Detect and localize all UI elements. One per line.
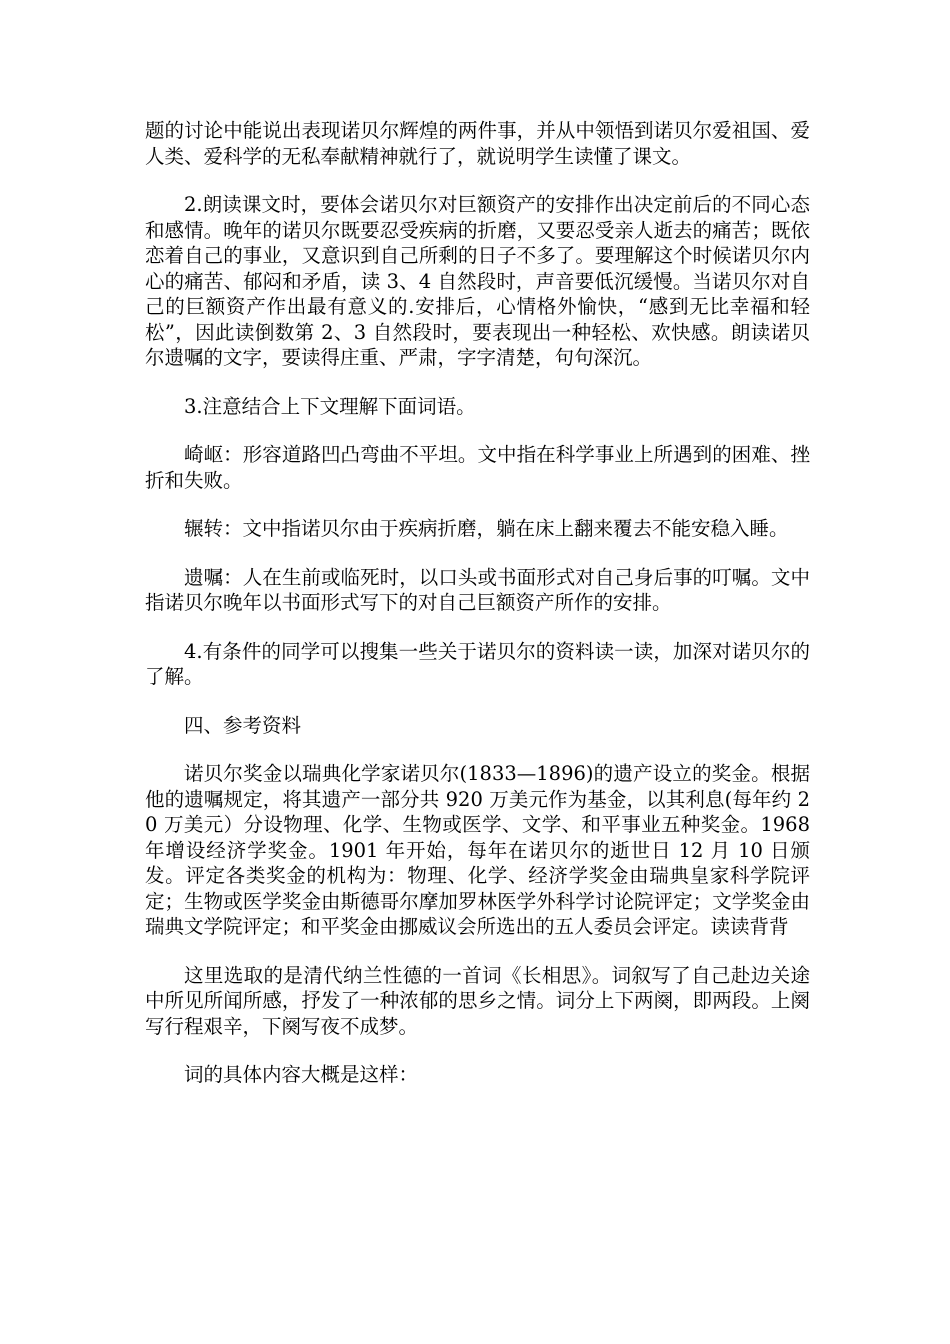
paragraph-continuation: 题的讨论中能说出表现诺贝尔辉煌的两件事，并从中领悟到诺贝尔爱祖国、爱人类、爱科学的无私奉献精神就行了，就说明学生读懂了课文。 <box>145 119 810 168</box>
paragraph-extra-reading: 4.有条件的同学可以搜集一些关于诺贝尔的资料读一读，加深对诺贝尔的了解。 <box>145 639 810 688</box>
paragraph-vocab-zhanzhuan: 辗转：文中指诺贝尔由于疾病折磨，躺在床上翻来覆去不能安稳入睡。 <box>184 517 789 540</box>
paragraph-reading-guide: 2.朗读课文时，要体会诺贝尔对巨额资产的安排作出决定前后的不同心态和感情。晚年的诺贝尔既要忍受疾病的折磨，又要忍受亲人逝去的痛苦；既依恋着自己的事业，又意识到自己所剩的日子不多了。要理解这个时候诺贝尔内心的痛苦、郁闷和矛盾，读 3、4 自然段时，声音要低沉缓慢。当诺贝尔对自己的巨额资产作出最有意义的.安排后，心情格外愉快，“感到无比幸福和轻松”，因此读倒数第 2、3 自然段时，要表现出一种轻松、欢快感。朗读诺贝尔遗嘱的文字，要读得庄重、严肃，字字清楚，句句深沉。 <box>145 193 810 369</box>
section-heading-references: 四、参考资料 <box>184 713 302 737</box>
paragraph-poem-content: 词的具体内容大概是这样： <box>184 1063 419 1086</box>
paragraph-vocab-yizhu: 遗嘱：人在生前或临死时，以口头或书面形式对自己身后事的叮嘱。文中指诺贝尔晚年以书面形式写下的对自己巨额资产所作的安排。 <box>145 565 810 614</box>
paragraph-vocab-qiqu: 崎岖：形容道路凹凸弯曲不平坦。文中指在科学事业上所遇到的困难、挫折和失败。 <box>145 443 810 492</box>
paragraph-nobel-prize: 诺贝尔奖金以瑞典化学家诺贝尔(1833—1896)的遗产设立的奖金。根据他的遗嘱规定，将其遗产一部分共 920 万美元作为基金，以其利息(每年约 20 万美元）分设物理、化学、生物或医学、文学、和平事业五种奖金。1968 年增设经济学奖金。1901 年开始，每年在诺贝尔的逝世日 12 月 10 日颁发。评定各类奖金的机构为：物理、化学、经济学奖金由瑞典皇家科学院评定；生物或医学奖金由斯德哥尔摩加罗林医学外科学讨论院评定；文学奖金由瑞典文学院评定；和平奖金由挪威议会所选出的五人委员会评定。读读背背 <box>145 762 810 938</box>
document-page <box>145 118 810 1111</box>
paragraph-vocab-intro: 3.注意结合上下文理解下面词语。 <box>184 394 476 418</box>
paragraph-changxiangsi: 这里选取的是清代纳兰性德的一首词《长相思》。词叙写了自己赴边关途中所见所闻所感，抒发了一种浓郁的思乡之情。词分上下两阕，即两段。上阕写行程艰辛，下阕写夜不成梦。 <box>145 963 810 1038</box>
